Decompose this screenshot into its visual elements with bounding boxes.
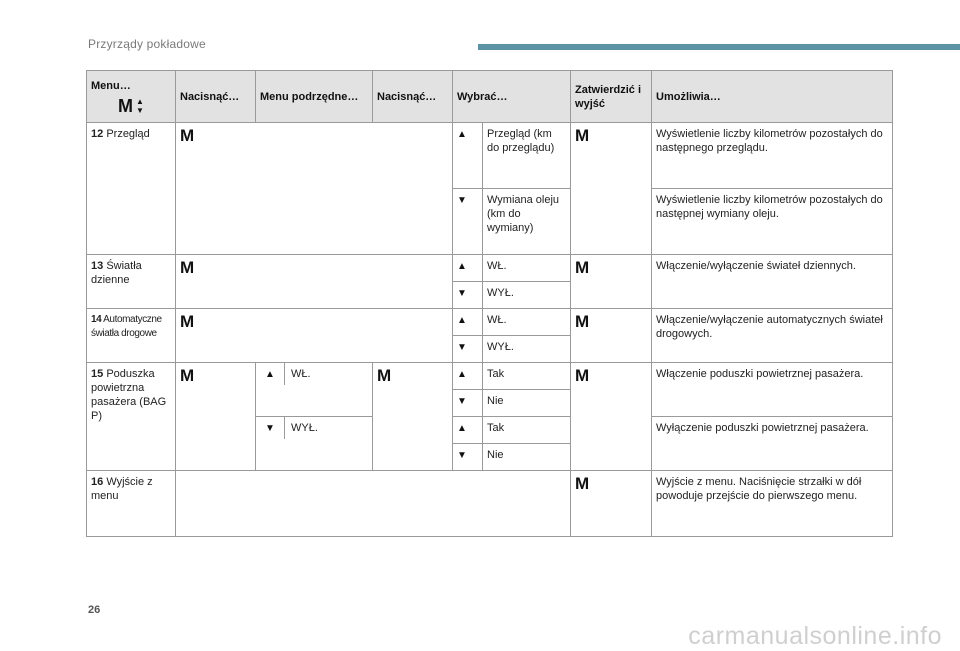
up-arrow-cell xyxy=(453,309,483,336)
down-arrow-icon: ▼ xyxy=(457,195,467,206)
m-button-icon: M xyxy=(180,258,195,277)
table-row-16 xyxy=(87,471,893,537)
header-menu xyxy=(87,71,176,123)
submenu-option-off: WYŁ. xyxy=(291,422,318,434)
up-arrow-icon: ▲ xyxy=(457,315,467,326)
press-m-cell-15b xyxy=(373,363,453,471)
press-m-cell-14 xyxy=(176,309,453,363)
m-button-icon: M xyxy=(180,312,195,331)
up-arrow-cell xyxy=(453,363,483,390)
menu-table xyxy=(86,70,893,537)
description-cell: Wyłączenie poduszki powietrznej pasażera. xyxy=(652,417,893,471)
m-button-icon: M xyxy=(575,366,590,385)
up-arrow-icon: ▲ xyxy=(457,261,467,272)
down-arrow-icon: ▼ xyxy=(457,396,467,407)
up-arrow-cell xyxy=(453,123,483,189)
table-row-12 xyxy=(87,123,893,189)
option-cell: Nie xyxy=(483,390,571,417)
m-button-icon: M xyxy=(575,126,590,145)
menu-cell-13: 13 Światła dzienne xyxy=(87,255,176,309)
up-arrow-icon: ▲ xyxy=(457,369,467,380)
confirm-cell-13 xyxy=(571,255,652,309)
press-m-cell-12 xyxy=(176,123,453,255)
description-cell: Wyświetlenie liczby kilometrów pozostałych do następnego przeglądu. xyxy=(652,123,893,189)
empty-cell xyxy=(176,471,571,537)
down-arrow-cell xyxy=(453,189,483,255)
option-cell: WŁ. xyxy=(483,309,571,336)
menu-cell-16: 16 Wyjście z menu xyxy=(87,471,176,537)
option-cell: Wymiana oleju (km do wymiany) xyxy=(483,189,571,255)
down-arrow-cell xyxy=(453,390,483,417)
submenu-cell-off xyxy=(256,417,373,471)
header-row xyxy=(87,71,893,123)
up-arrow-icon: ▲ xyxy=(265,369,275,380)
down-arrow-cell xyxy=(453,444,483,471)
header-press: Nacisnąć… xyxy=(176,71,256,123)
option-cell: Przegląd (km do przeglądu) xyxy=(483,123,571,189)
down-arrow-icon: ▼ xyxy=(457,342,467,353)
description-cell: Wyświetlenie liczby kilometrów pozostałych do następnej wymiany oleju. xyxy=(652,189,893,255)
header-choose: Wybrać… xyxy=(453,71,571,123)
header-enables: Umożliwia… xyxy=(652,71,893,123)
m-button-icon: M xyxy=(118,95,134,116)
up-arrow-icon: ▲ xyxy=(136,96,144,106)
option-cell: WYŁ. xyxy=(483,336,571,363)
down-arrow-icon: ▼ xyxy=(265,423,275,434)
table-row-14 xyxy=(87,309,893,336)
watermark: carmanualsonline.info xyxy=(688,622,942,650)
up-arrow-cell xyxy=(453,417,483,444)
header-menu-label: Menu… xyxy=(91,79,131,92)
header-accent-bar xyxy=(478,44,960,50)
m-button-icon: M xyxy=(180,126,195,145)
option-cell: WŁ. xyxy=(483,255,571,282)
page-number: 26 xyxy=(88,604,101,616)
m-button-icon: M xyxy=(377,366,392,385)
option-cell: WYŁ. xyxy=(483,282,571,309)
header-press-2: Nacisnąć… xyxy=(373,71,453,123)
menu-cell-14: 14 Automatyczne światła drogowe xyxy=(87,309,176,363)
menu-cell-12: 12 Przegląd xyxy=(87,123,176,255)
m-button-icon: M xyxy=(575,474,590,493)
table-row-13 xyxy=(87,255,893,282)
down-arrow-icon: ▼ xyxy=(457,450,467,461)
down-arrow-icon: ▼ xyxy=(136,105,144,115)
submenu-cell-on xyxy=(256,363,373,417)
option-cell: Nie xyxy=(483,444,571,471)
press-m-cell-15 xyxy=(176,363,256,471)
submenu-option-on: WŁ. xyxy=(291,368,311,380)
option-cell: Tak xyxy=(483,417,571,444)
m-button-icon: M xyxy=(575,258,590,277)
confirm-cell-15 xyxy=(571,363,652,471)
menu-cell-15: 15 Poduszka powietrzna pasażera (BAG P) xyxy=(87,363,176,471)
description-cell: Włączenie/wyłączenie świateł dziennych. xyxy=(652,255,893,309)
option-cell: Tak xyxy=(483,363,571,390)
description-cell: Włączenie/wyłączenie automatycznych świateł drogowych. xyxy=(652,309,893,363)
confirm-cell-12 xyxy=(571,123,652,255)
confirm-cell-16 xyxy=(571,471,652,537)
up-arrow-icon: ▲ xyxy=(457,129,467,140)
header-confirm: Zatwierdzić i wyjść xyxy=(571,71,652,123)
description-cell: Włączenie poduszki powietrznej pasażera. xyxy=(652,363,893,417)
down-arrow-icon: ▼ xyxy=(457,288,467,299)
up-arrow-cell xyxy=(453,255,483,282)
confirm-cell-14 xyxy=(571,309,652,363)
description-cell: Wyjście z menu. Naciśnięcie strzałki w dół powoduje przejście do pierwszego menu. xyxy=(652,471,893,537)
m-arrows-icon xyxy=(91,97,171,115)
press-m-cell-13 xyxy=(176,255,453,309)
m-button-icon: M xyxy=(575,312,590,331)
up-arrow-icon: ▲ xyxy=(457,423,467,434)
header-submenu: Menu podrzędne… xyxy=(256,71,373,123)
section-title: Przyrządy pokładowe xyxy=(88,37,206,51)
down-arrow-cell xyxy=(453,282,483,309)
m-button-icon: M xyxy=(180,366,195,385)
down-arrow-cell xyxy=(453,336,483,363)
table-row-15 xyxy=(87,363,893,390)
